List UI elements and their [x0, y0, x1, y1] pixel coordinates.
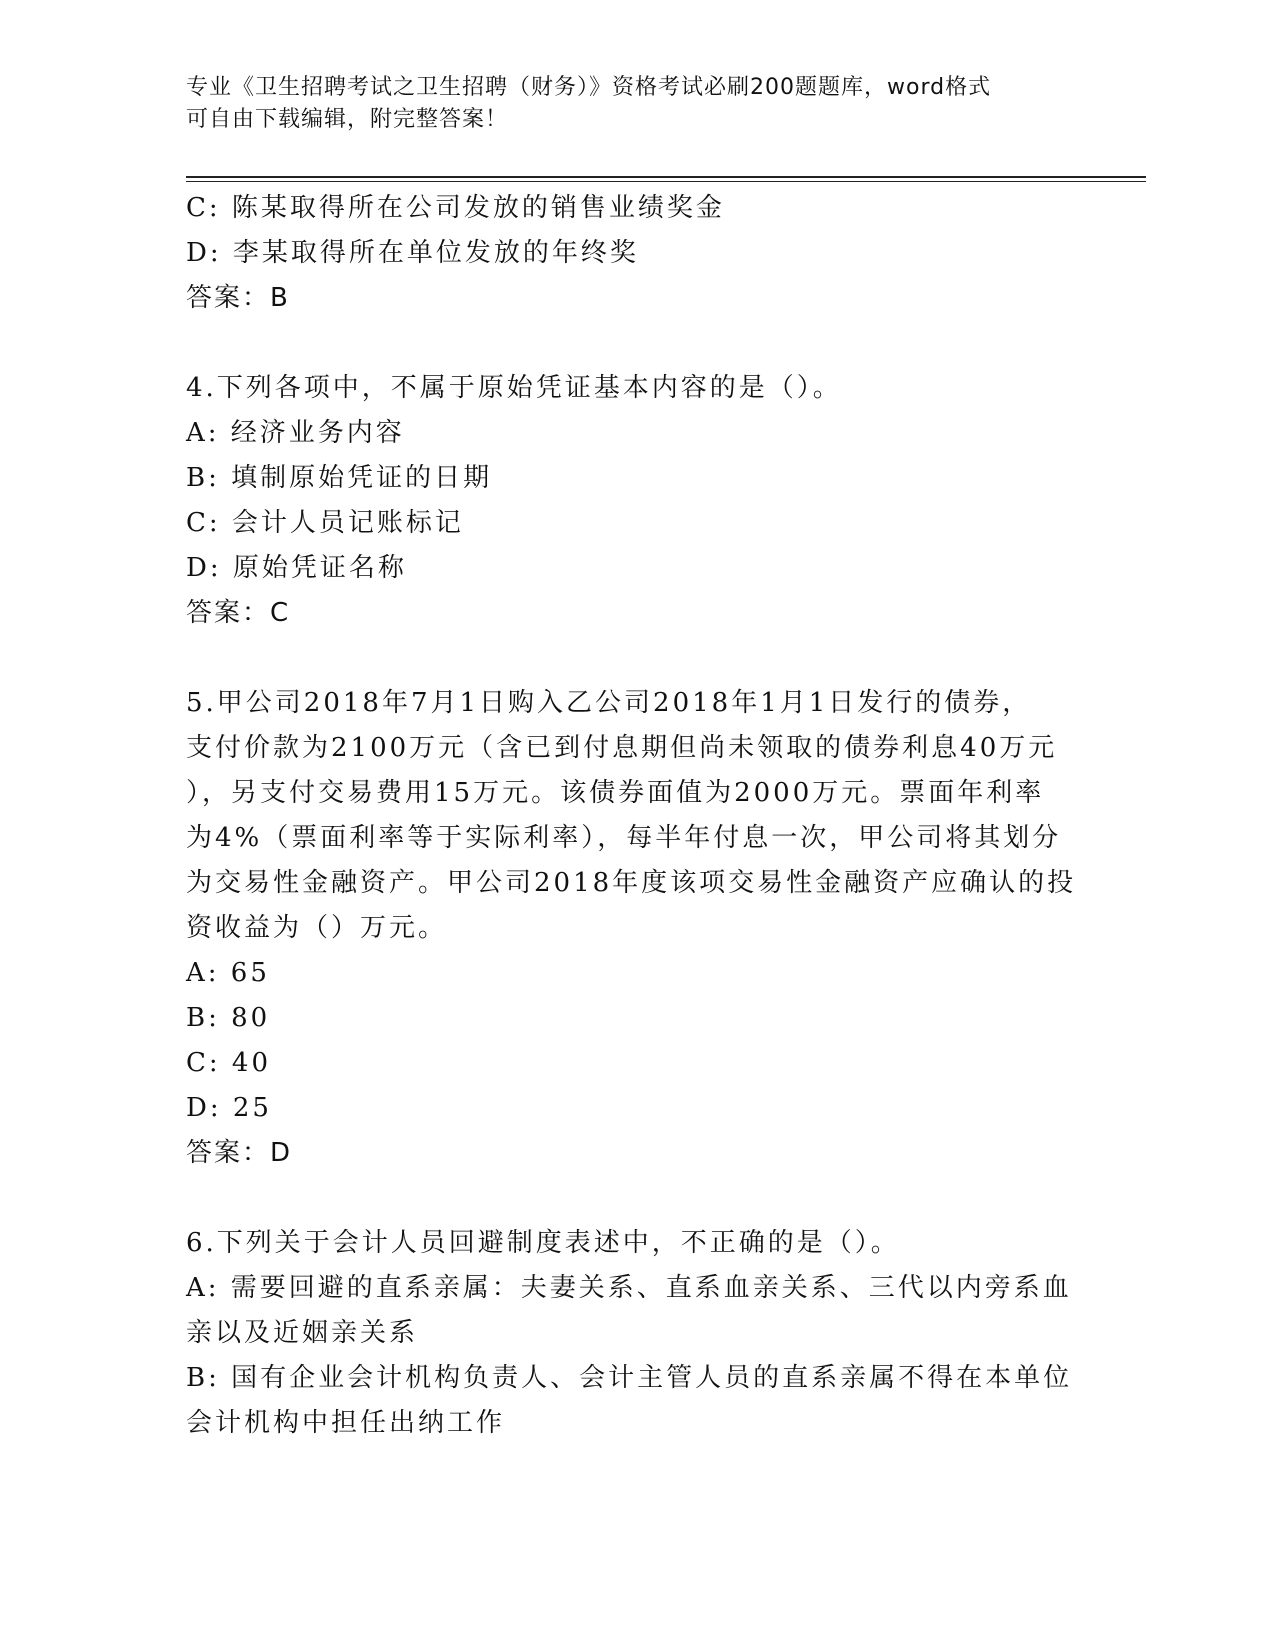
- q3-option-d: D: 李某取得所在单位发放的年终奖: [186, 238, 639, 268]
- q5-stem-line: 5.甲公司2018年7月1日购入乙公司2018年1月1日发行的债券，: [186, 688, 1032, 718]
- q6-option-a-line: A: 需要回避的直系亲属：夫妻关系、直系血亲关系、三代以内旁系血: [186, 1273, 1072, 1303]
- question-3: [186, 186, 1066, 321]
- q5-stem-line: 资收益为（）万元。: [186, 913, 448, 943]
- q6-option-b-line: 会计机构中担任出纳工作: [186, 1408, 506, 1438]
- q5-option-d: D: 25: [186, 1093, 272, 1123]
- q4-stem: 4.下列各项中，不属于原始凭证基本内容的是（）。: [186, 373, 842, 403]
- q5-stem-line: 为交易性金融资产。甲公司2018年度该项交易性金融资产应确认的投: [186, 868, 1077, 898]
- question-4: [186, 366, 1066, 636]
- question-6: [186, 1221, 1073, 1446]
- q4-answer: 答案：C: [186, 598, 291, 628]
- spacer: [186, 1176, 1066, 1221]
- q5-answer: 答案：D: [186, 1138, 293, 1168]
- q5-stem-line: 支付价款为2100万元（含已到付息期但尚未领取的债券利息40万元: [186, 733, 1058, 763]
- q3-option-c: C: 陈某取得所在公司发放的销售业绩奖金: [186, 193, 725, 223]
- q4-option-d: D: 原始凭证名称: [186, 553, 407, 583]
- q5-option-a: A: 65: [186, 958, 270, 988]
- q5-stem-line: 为4%（票面利率等于实际利率），每半年付息一次，甲公司将其划分: [186, 823, 1062, 853]
- q3-answer: 答案：B: [186, 283, 290, 313]
- q6-option-a-line: 亲以及近姻亲关系: [186, 1318, 419, 1348]
- q4-option-a: A: 经济业务内容: [186, 418, 405, 448]
- q4-option-c: C: 会计人员记账标记: [186, 508, 464, 538]
- q6-stem: 6.下列关于会计人员回避制度表述中，不正确的是（）。: [186, 1228, 900, 1258]
- q6-option-b-line: B: 国有企业会计机构负责人、会计主管人员的直系亲属不得在本单位: [186, 1363, 1073, 1393]
- header-divider-thick: [186, 176, 1146, 178]
- spacer: [186, 321, 1066, 366]
- header-divider-thin: [186, 181, 1146, 182]
- question-5: [186, 681, 1077, 1176]
- q5-option-c: C: 40: [186, 1048, 272, 1078]
- spacer: [186, 636, 1066, 681]
- q5-option-b: B: 80: [186, 1003, 271, 1033]
- document-header: [186, 72, 1066, 136]
- q5-stem-line: ），另支付交易费用15万元。该债券面值为2000万元。票面年利率: [186, 778, 1045, 808]
- header-title-line-2: 可自由下载编辑，附完整答案！: [186, 107, 509, 132]
- document-body: [186, 186, 1077, 1446]
- header-title-line-1: 专业《卫生招聘考试之卫生招聘（财务）》资格考试必刷200题题库，word格式: [186, 75, 992, 100]
- q4-option-b: B: 填制原始凭证的日期: [186, 463, 493, 493]
